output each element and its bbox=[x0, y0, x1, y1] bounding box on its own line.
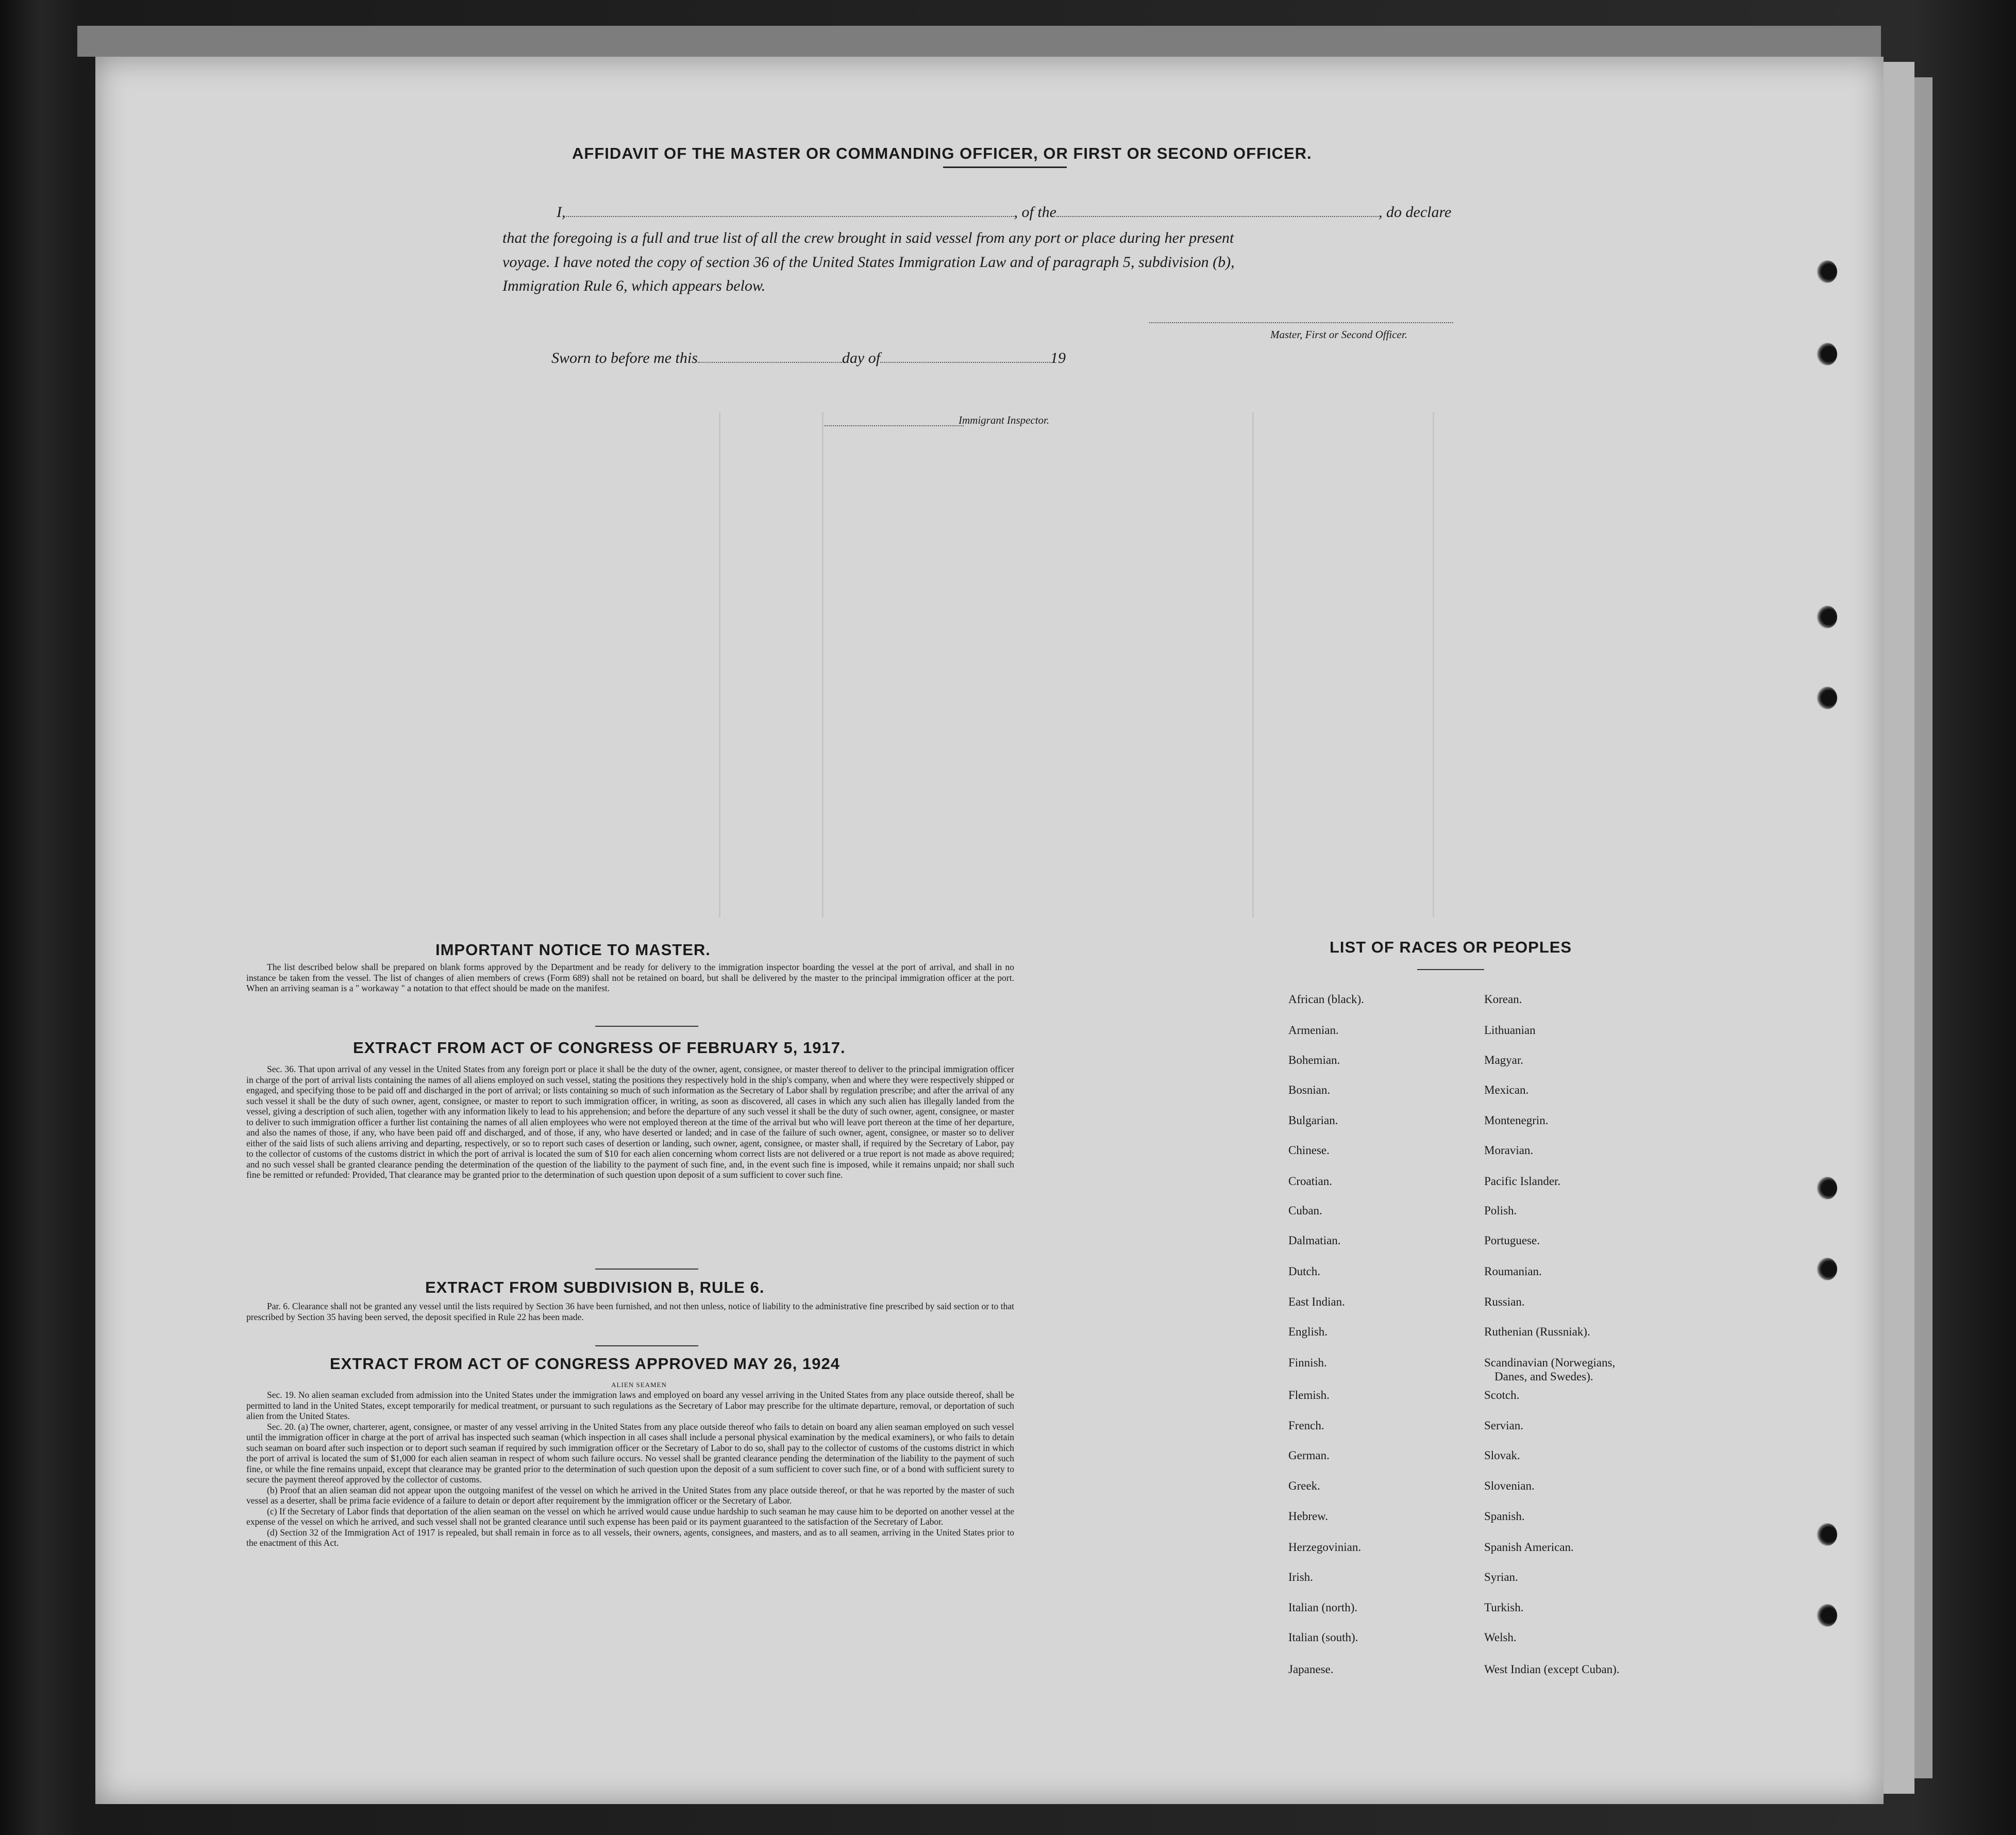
race-item: Polish. bbox=[1484, 1204, 1517, 1217]
race-item: East Indian. bbox=[1288, 1295, 1345, 1308]
master-signature-line bbox=[1149, 322, 1453, 323]
affidavit-title: AFFIDAVIT OF THE MASTER OR COMMANDING OFFICER, OR FIRST OR SECOND OFFICER. bbox=[572, 144, 1312, 162]
race-item: Italian (south). bbox=[1288, 1631, 1358, 1644]
title-rule bbox=[1417, 969, 1484, 970]
title-rule bbox=[943, 166, 1067, 168]
race-item: Korean. bbox=[1484, 993, 1522, 1006]
inspector-signature-line bbox=[825, 425, 964, 426]
month-blank bbox=[880, 362, 1050, 363]
race-item: Spanish. bbox=[1484, 1510, 1525, 1523]
section-rule bbox=[595, 1345, 698, 1346]
race-item: Finnish. bbox=[1288, 1356, 1327, 1369]
race-item: Herzegovinian. bbox=[1288, 1541, 1362, 1554]
bleed-through-line bbox=[822, 412, 824, 918]
sec-20d-text: (d) Section 32 of the Immigration Act of 1917 is repealed, but shall remain in force as to all vessels, their owners, agents, consignees, and masters, and as to all seamen, arriving in the United States prior to the enactment of this Act. bbox=[246, 1527, 1014, 1548]
inspector-label: Immigrant Inspector. bbox=[959, 414, 1050, 426]
binder-hole bbox=[1817, 1523, 1837, 1546]
race-item: Cuban. bbox=[1288, 1204, 1322, 1217]
race-item: Spanish American. bbox=[1484, 1541, 1574, 1554]
binder-hole bbox=[1817, 606, 1837, 628]
race-item: Mexican. bbox=[1484, 1083, 1529, 1096]
binder-hole bbox=[1817, 343, 1837, 365]
race-item: Danes, and Swedes). bbox=[1494, 1370, 1593, 1383]
notice-text: The list described below shall be prepared on blank forms approved by the Department and be ready for delivery to the immigration inspector boarding the vessel at the port of arrival, and shall in no instance be taken from the vessel. The list of changes of alien members of crews (Form 689) shall not be retained on board, but shall be delivered by the master to the principal immigration officer at the port. When an arriving seaman is a " workaway " a notation to that effect should be made on the manifest. bbox=[246, 962, 1014, 993]
sec-20a-text: Sec. 20. (a) The owner, charterer, agent, consignee, or master of any vessel arriving in the United States from any place outside thereof who fails to detain on board any alien seaman employed on such vessel until the immigration officer in charge at the port of arrival has inspected such seaman (which inspection in all cases shall include a personal physical examination by the medical examiners), or who fails to detain such seaman on board after such inspection or to deport such seaman if required by such immigration officer or the Secretary of Labor to do so, shall pay to the collector of customs of the customs district in which the port of arrival is located the sum of $1,000 for each alien seaman in respect of whom such failure occurs. No vessel shall be granted clearance pending the determination of the liability to the payment of such fine, or while the fine remains unpaid, except that clearance may be granted prior to the determination of such question upon the deposit of a sum sufficient to cover such fine, or of a bond with sufficient surety to secure the payment thereof approved by the collector of customs. bbox=[246, 1421, 1014, 1484]
race-item: Welsh. bbox=[1484, 1631, 1517, 1644]
day-blank bbox=[698, 362, 842, 363]
race-item: Hebrew. bbox=[1288, 1510, 1329, 1523]
race-item: Servian. bbox=[1484, 1419, 1524, 1432]
race-item: Syrian. bbox=[1484, 1571, 1518, 1583]
binder-hole bbox=[1817, 687, 1837, 709]
race-item: Bulgarian. bbox=[1288, 1114, 1338, 1127]
binder-hole bbox=[1817, 1604, 1837, 1627]
race-item: German. bbox=[1288, 1449, 1330, 1462]
sworn-line bbox=[551, 349, 1066, 367]
stacked-page-edge bbox=[1884, 62, 1914, 1794]
race-item: Japanese. bbox=[1288, 1663, 1334, 1676]
race-item: French. bbox=[1288, 1419, 1324, 1432]
affidavit-do-declare: , do declare bbox=[1379, 204, 1452, 221]
race-item: Irish. bbox=[1288, 1571, 1313, 1583]
race-item: West Indian (except Cuban). bbox=[1484, 1663, 1620, 1676]
par-6-text: Par. 6. Clearance shall not be granted any vessel until the lists required by Section 36 have been furnished, and not then unless, notice of liability to the administrative fine prescribed by said section or to that prescribed by Section 35 having been served, the deposit specified in Rule 22 has been made. bbox=[246, 1301, 1014, 1322]
sec-36-text: Sec. 36. That upon arrival of any vessel in the United States from any foreign port or place it shall be the duty of the owner, agent, consignee, or master thereof to deliver to the principal immigration officer in charge of the port of arrival lists containing the names of all aliens employed on such vessel, stating the positions they respectively hold in the ship's company, when and where they were respectively shipped or engaged, and specifying those to be paid off and discharged in the port of arrival; or lists containing so much of such information as the Secretary of Labor shall by regulation prescribe; and after the arrival of any such vessel it shall be the duty of such owner, agent, consignee, or master to report to such immigration officer, in writing, as soon as discovered, all cases in which any such alien has illegally landed from the vessel, giving a description of such alien, together with any information likely to lead to his apprehension; and before the departure of any such vessel it shall be the duty of such owner, agent, consignee, or master to deliver to such immigration officer a further list containing the names of all alien employees who were not employed thereon at the time of the arrival but who will leave port thereon at the time of her departure, and also the names of those, if any, who have been paid off and discharged, and of those, if any, who have deserted or landed; and in case of the failure of such owner, agent, consignee, or master so to deliver either of the said lists of such aliens arriving and departing, respectively, or so to report such cases of desertion or landing, such owner, agent, consignee, or master shall, if required by the Secretary of Labor, pay to the collector of customs of the customs district in which the port of arrival is located the sum of $10 for each alien concerning whom correct lists are not delivered or a true report is not made as above required; and no such vessel shall be granted clearance pending the determination of the question of the liability to the payment of such fine, and, in the event such fine is imposed, while it remains unpaid; nor shall such fine be remitted or refunded: Provided, That clearance may be granted prior to the determination of such question upon deposit of a sum sufficient to cover such fine. bbox=[246, 1064, 1014, 1180]
vessel-blank bbox=[1056, 216, 1379, 217]
extract-rule6-paragraph bbox=[246, 1301, 1014, 1322]
section-rule bbox=[595, 1269, 698, 1270]
race-item: Chinese. bbox=[1288, 1144, 1330, 1157]
race-item: Flemish. bbox=[1288, 1389, 1330, 1402]
bleed-through-line bbox=[719, 412, 720, 918]
race-item: Slovak. bbox=[1484, 1449, 1520, 1462]
extract-1924-paragraph bbox=[246, 1390, 1014, 1548]
race-item: Montenegrin. bbox=[1484, 1114, 1549, 1127]
alien-seamen-subtitle: ALIEN SEAMEN bbox=[611, 1381, 667, 1389]
race-item: Dutch. bbox=[1288, 1265, 1320, 1278]
page-top-edge bbox=[77, 26, 1881, 57]
race-item: Lithuanian bbox=[1484, 1024, 1536, 1037]
section-rule bbox=[595, 1026, 698, 1027]
extract-1917-paragraph bbox=[246, 1064, 1014, 1180]
sec-20b-text: (b) Proof that an alien seaman did not appear upon the outgoing manifest of the vessel on which he arrived in the United States from any place outside thereof, or that he was reported by the master of such vessel as a deserter, shall be prima facie evidence of a failure to detain or deport after requirement by the immigration officer or the Secretary of Labor. bbox=[246, 1484, 1014, 1506]
affidavit-of-the: , of the bbox=[1014, 204, 1056, 221]
race-item: Slovenian. bbox=[1484, 1479, 1535, 1492]
master-signature-label: Master, First or Second Officer. bbox=[1270, 328, 1407, 341]
affidavit-line-4: Immigration Rule 6, which appears below. bbox=[502, 277, 766, 294]
race-item: Portuguese. bbox=[1484, 1234, 1540, 1247]
race-item: Italian (north). bbox=[1288, 1601, 1358, 1614]
race-item: English. bbox=[1288, 1325, 1328, 1338]
race-item: Roumanian. bbox=[1484, 1265, 1542, 1278]
race-item: Bohemian. bbox=[1288, 1054, 1340, 1066]
binder-hole bbox=[1817, 1258, 1837, 1280]
race-item: Russian. bbox=[1484, 1295, 1525, 1308]
race-item: Scotch. bbox=[1484, 1389, 1520, 1402]
race-item: Scandinavian (Norwegians, bbox=[1484, 1356, 1616, 1369]
race-item: Armenian. bbox=[1288, 1024, 1339, 1037]
sec-20c-text: (c) If the Secretary of Labor finds that deportation of the alien seaman on the vessel on which he arrived would cause undue hardship to such seaman he may cause him to be deported on another vessel at the expense of the vessel on which he arrived, and such vessel shall not be granted clearance until such expense has been paid or its payment guaranteed to the satisfaction of the Secretary of Labor. bbox=[246, 1506, 1014, 1527]
race-item: Ruthenian (Russniak). bbox=[1484, 1325, 1590, 1338]
race-item: Moravian. bbox=[1484, 1144, 1534, 1157]
affidavit-line-2: that the foregoing is a full and true list of all the crew brought in said vessel from any port or place during her present bbox=[502, 229, 1234, 246]
race-item: Bosnian. bbox=[1288, 1083, 1331, 1096]
race-item: Croatian. bbox=[1288, 1175, 1332, 1188]
binder-hole bbox=[1817, 1177, 1837, 1199]
races-title: LIST OF RACES OR PEOPLES bbox=[1330, 938, 1572, 956]
affidavit-line-1 bbox=[557, 204, 1451, 221]
extract-1924-title: EXTRACT FROM ACT OF CONGRESS APPROVED MAY 26, 1924 bbox=[330, 1355, 840, 1373]
bleed-through-line bbox=[1252, 412, 1254, 918]
affidavit-i: I, bbox=[557, 204, 566, 221]
sworn-day-of: day of bbox=[842, 349, 881, 366]
notice-title: IMPORTANT NOTICE TO MASTER. bbox=[435, 941, 711, 959]
binder-hole bbox=[1817, 260, 1837, 283]
stacked-page-edge-back bbox=[1914, 77, 1933, 1778]
race-item: Pacific Islander. bbox=[1484, 1175, 1561, 1188]
bleed-through-line bbox=[1433, 412, 1434, 918]
race-item: Greek. bbox=[1288, 1479, 1320, 1492]
affidavit-line-3: voyage. I have noted the copy of section 36 of the United States Immigration Law and of paragraph 5, subdivision (b), bbox=[502, 254, 1235, 271]
race-item: Dalmatian. bbox=[1288, 1234, 1341, 1247]
race-item: Magyar. bbox=[1484, 1054, 1524, 1066]
sworn-prefix: Sworn to before me this bbox=[551, 349, 698, 366]
sworn-year: 19 bbox=[1050, 349, 1066, 366]
extract-1917-title: EXTRACT FROM ACT OF CONGRESS OF FEBRUARY 5, 1917. bbox=[353, 1039, 846, 1057]
sec-19-text: Sec. 19. No alien seaman excluded from admission into the United States under the immigration laws and employed on board any vessel arriving in the United States from any place outside thereof, shall be permitted to land in the United States, except temporarily for medical treatment, or pursuant to such regulations as the Secretary of Labor may prescribe for the ultimate departure, removal, or deportation of such alien from the United States. bbox=[246, 1390, 1014, 1421]
race-item: African (black). bbox=[1288, 993, 1364, 1006]
race-item: Turkish. bbox=[1484, 1601, 1524, 1614]
name-blank bbox=[566, 216, 1014, 217]
extract-rule6-title: EXTRACT FROM SUBDIVISION B, RULE 6. bbox=[425, 1278, 765, 1296]
notice-paragraph bbox=[246, 962, 1014, 994]
